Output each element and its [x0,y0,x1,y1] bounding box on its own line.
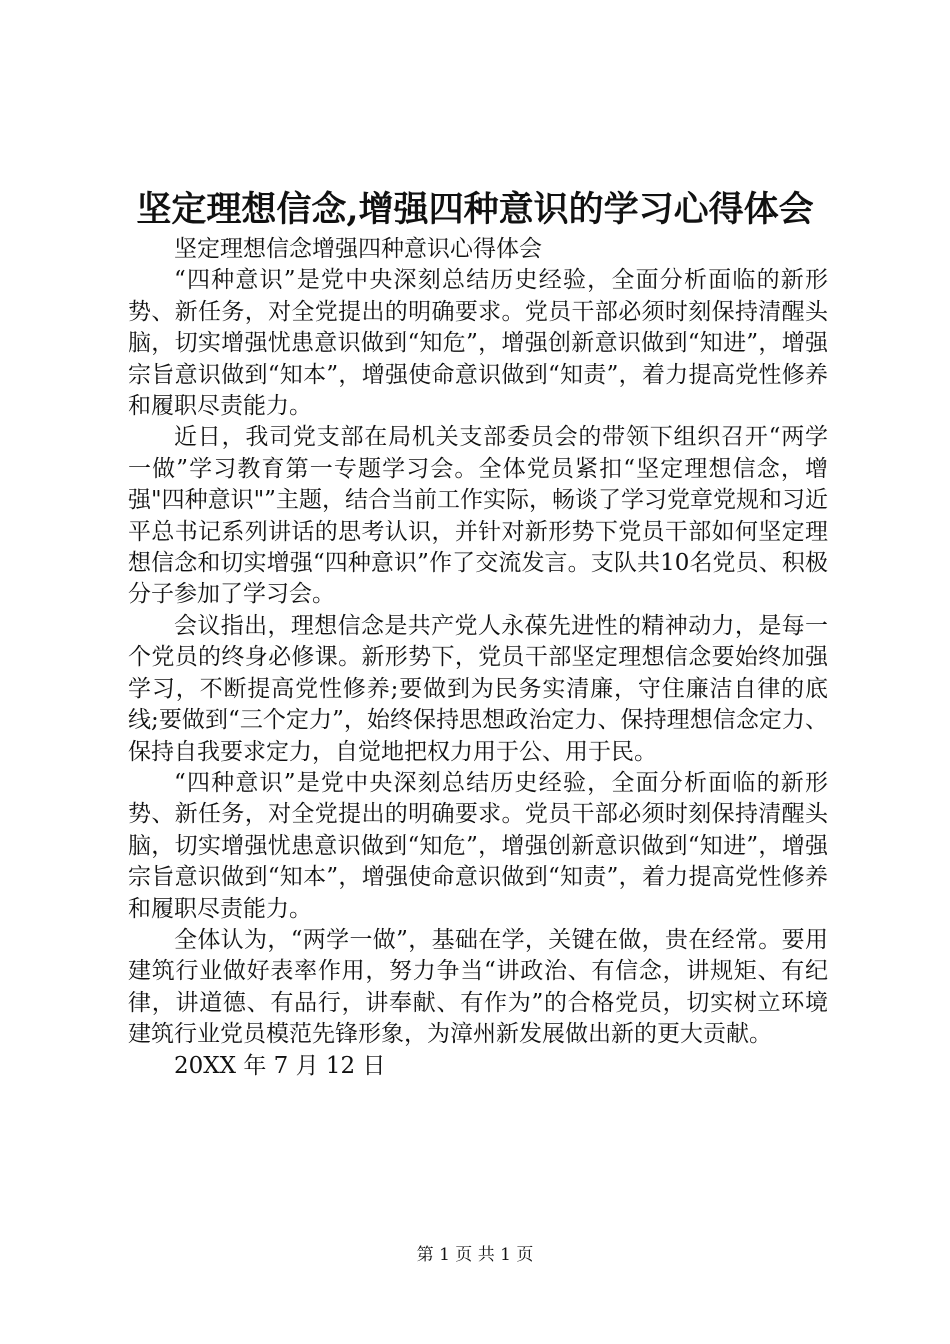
paragraph-3: 会议指出，理想信念是共产党人永葆先进性的精神动力，是每一个党员的终身必修课。新形势下，党员干部坚定理想信念要始终加强学习，不断提高党性修养;要做到为民务实清廉，守住廉洁自律的底线;要做到“三个定力”，始终保持思想政治定力、保持理想信念定力、保持自我要求定力，自觉地把权力用于公、用于民。 [128,612,828,765]
document-subtitle: 坚定理想信念增强四种意识心得体会 [174,236,542,262]
document-date: 20XX 年 7 月 12 日 [174,1052,386,1079]
paragraph-5: 全体认为，“两学一做”，基础在学，关键在做，贵在经常。要用建筑行业做好表率作用，努力争当“讲政治、有信念，讲规矩、有纪律，讲道德、有品行，讲奉献、有作为”的合格党员，切实树立环境建筑行业党员模范先锋形象，为漳州新发展做出新的更大贡献。 [128,926,828,1048]
paragraph-2: 近日，我司党支部在局机关支部委员会的带领下组织召开“两学一做”学习教育第一专题学习会。全体党员紧扣“坚定理想信念，增强"四种意识"”主题，结合当前工作实际，畅谈了学习党章党规和习近平总书记系列讲话的思考认识，并针对新形势下党员干部如何坚定理想信念和切实增强“四种意识”作了交流发言。支队共10名党员、积极分子参加了学习会。 [128,424,828,608]
document-body [128,234,828,1082]
page-footer: 第 1 页 共 1 页 [416,1245,534,1265]
paragraph-1: “四种意识”是党中央深刻总结历史经验，全面分析面临的新形势、新任务，对全党提出的明确要求。党员干部必须时刻保持清醒头脑，切实增强忧患意识做到“知危”，增强创新意识做到“知进”，增强宗旨意识做到“知本”，增强使命意识做到“知责”，着力提高党性修养和履职尽责能力。 [128,267,828,420]
page-title: 坚定理想信念,增强四种意识的学习心得体会 [136,189,814,230]
paragraph-4: “四种意识”是党中央深刻总结历史经验，全面分析面临的新形势、新任务，对全党提出的明确要求。党员干部必须时刻保持清醒头脑，切实增强忧患意识做到“知危”，增强创新意识做到“知进”，增强宗旨意识做到“知本”，增强使命意识做到“知责”，着力提高党性修养和履职尽责能力。 [128,769,828,922]
